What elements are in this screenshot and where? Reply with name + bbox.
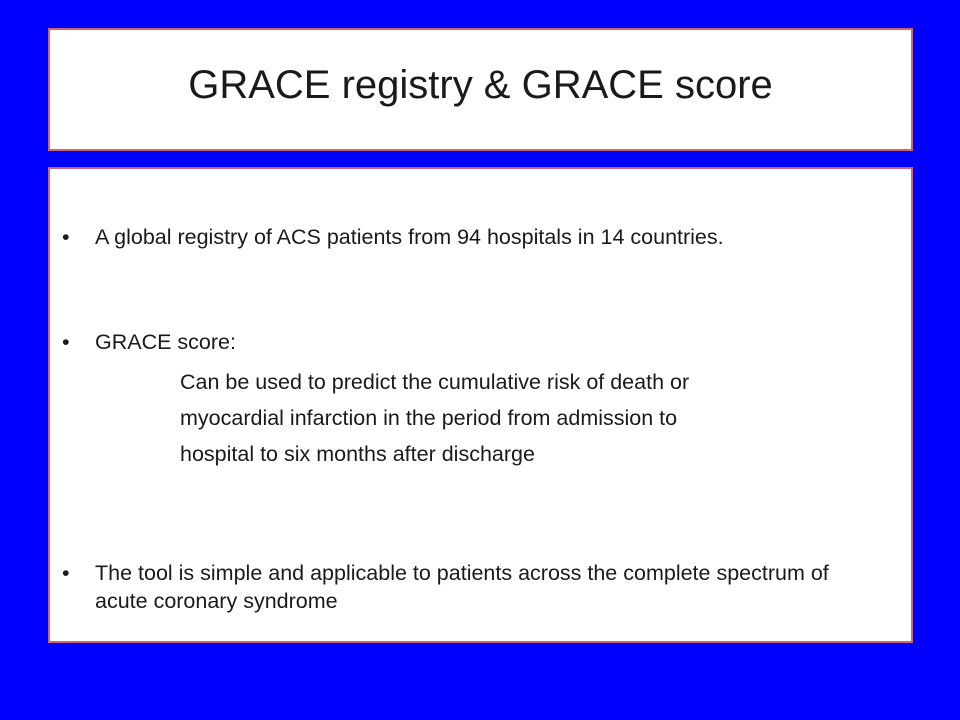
bullet-marker: • — [62, 225, 70, 249]
grace-detail-line: myocardial infarction in the period from admission to — [180, 406, 678, 430]
content-box — [48, 167, 913, 643]
bullet-marker: • — [62, 330, 70, 354]
title-box — [48, 28, 913, 151]
bullet-registry — [62, 223, 882, 251]
slide-title: GRACE registry & GRACE score — [188, 63, 773, 107]
bullet-text: The tool is simple and applicable to patients across the complete spectrum of acute coronary syndrome — [95, 561, 829, 613]
bullet-text: GRACE score: — [95, 330, 236, 354]
bullet-text: A global registry of ACS patients from 94 hospitals in 14 countries. — [95, 225, 724, 249]
bullet-tool — [62, 559, 882, 615]
grace-detail-line: hospital to six months after discharge — [180, 442, 535, 466]
grace-detail-line: Can be used to predict the cumulative risk of death or — [180, 370, 690, 394]
bullet-grace-score — [62, 328, 882, 356]
grace-detail — [180, 364, 880, 472]
bullet-marker: • — [62, 561, 70, 585]
